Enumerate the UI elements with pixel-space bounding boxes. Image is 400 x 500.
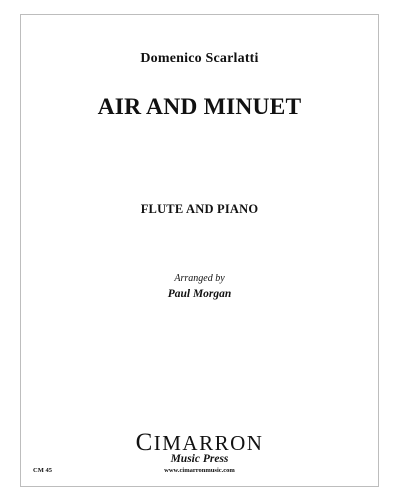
composer-name: Domenico Scarlatti xyxy=(140,51,259,66)
publisher-website: www.cimarronmusic.com xyxy=(164,467,235,474)
publisher-logo-rest: IMARRON xyxy=(153,431,264,455)
publisher-logo xyxy=(21,429,378,469)
publisher-logo-subtitle: Music Press xyxy=(170,453,229,465)
catalog-number: CM 45 xyxy=(33,467,52,474)
arranged-by-label: Arranged by xyxy=(174,273,225,284)
sheet-music-cover xyxy=(20,14,379,487)
publisher-logo-initial: C xyxy=(135,429,154,456)
piece-title: AIR AND MINUET xyxy=(97,94,302,120)
instrumentation: FLUTE AND PIANO xyxy=(140,202,259,216)
arranger-name: Paul Morgan xyxy=(167,288,232,300)
